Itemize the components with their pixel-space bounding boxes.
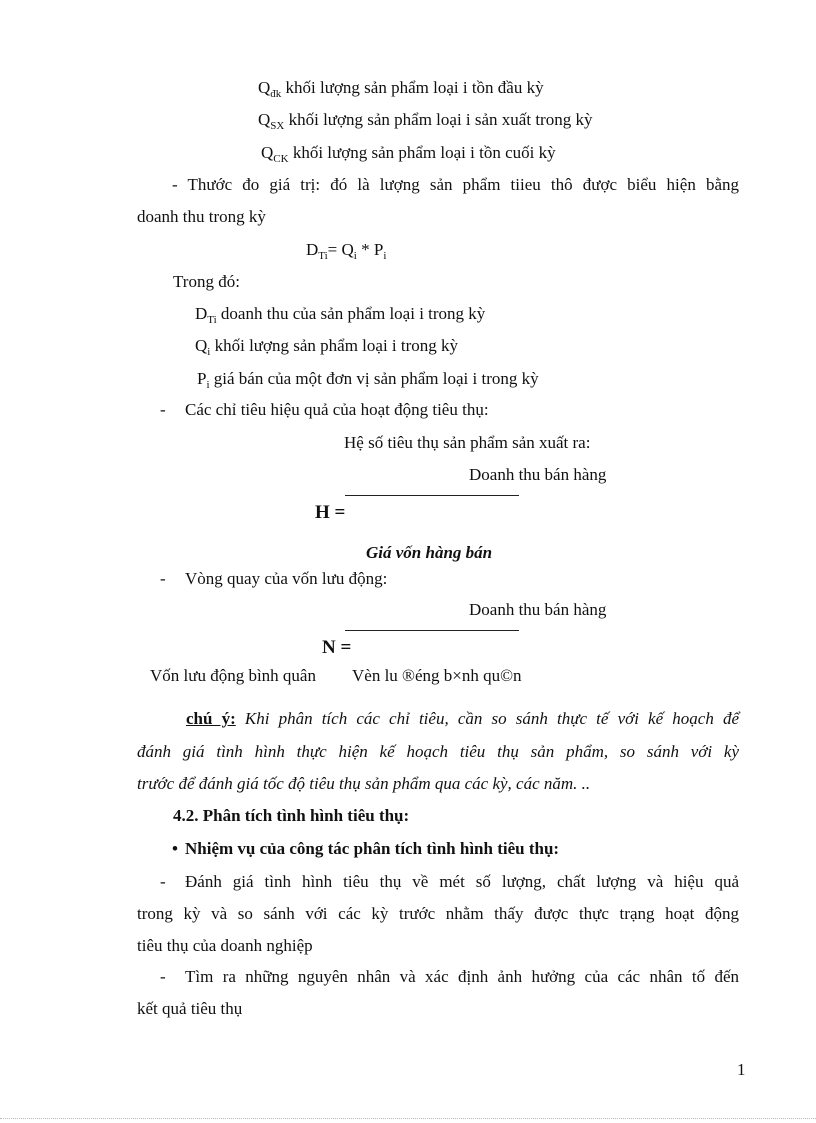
- turnover-dash: -: [160, 569, 166, 588]
- n-numerator: Doanh thu bán hàng: [469, 600, 607, 619]
- definition-text: khối lượng sản phẩm loại i sản xuất trong kỳ: [284, 110, 593, 129]
- page-bottom-divider: [0, 1118, 816, 1119]
- formula-p-sub: i: [383, 250, 387, 262]
- h-fraction-bar: [345, 495, 519, 496]
- where-label: Trong đó:: [173, 272, 240, 291]
- formula-lhs-sub: Ti: [318, 250, 328, 262]
- formula-revenue: [306, 240, 386, 260]
- page-number: 1: [737, 1060, 746, 1079]
- symbol: Q: [258, 110, 271, 129]
- symbol: Q: [195, 336, 208, 355]
- coefficient-title: Hệ số tiêu thụ sản phẩm sản xuất ra:: [344, 433, 591, 452]
- subscript: i: [207, 346, 211, 358]
- def-q-i: [195, 336, 458, 356]
- task1-line3: tiêu thụ của doanh nghiệp: [137, 936, 313, 955]
- h-lhs: H =: [315, 502, 346, 523]
- note-label: chú ý:: [186, 709, 236, 728]
- n-fraction-bar: [345, 630, 519, 631]
- def-q-dk: [258, 78, 544, 98]
- n-lhs: N =: [322, 637, 352, 658]
- definition-text: khối lượng sản phẩm loại i trong kỳ: [210, 336, 459, 355]
- section-heading: 4.2. Phân tích tình hình tiêu thụ:: [173, 806, 410, 825]
- def-q-ck: [261, 143, 556, 163]
- definition-text: khối lượng sản phẩm loại i tồn đầu kỳ: [281, 78, 544, 97]
- subscript: Ti: [207, 314, 217, 326]
- task2-line2: kết quả tiêu thụ: [137, 999, 243, 1018]
- formula-eq: = Q: [327, 240, 354, 259]
- value-measure-line2: doanh thu trong kỳ: [137, 207, 266, 226]
- formula-q-sub: i: [353, 250, 357, 262]
- task2-line1: Tìm ra những nguyên nhân và xác định ảnh hưởng của các nhân tố đến: [185, 967, 739, 986]
- task1-dash: -: [160, 872, 166, 891]
- def-d-ti: [195, 304, 485, 324]
- section-subheading: Nhiệm vụ của công tác phân tích tình hình tiêu thụ:: [185, 839, 560, 858]
- note-line1: [186, 709, 739, 729]
- formula-times: * P: [356, 240, 384, 259]
- h-numerator: Doanh thu bán hàng: [469, 465, 607, 484]
- task1-line1: Đánh giá tình hình tiêu thụ về mét số lượng, chất lượng và hiệu quả: [185, 872, 739, 891]
- n-denominator: Vốn lưu động bình quân: [150, 666, 316, 685]
- efficiency-label: Các chỉ tiêu hiệu quả của hoạt động tiêu thụ:: [185, 400, 489, 419]
- subscript: CK: [273, 153, 289, 165]
- definition-text: giá bán của một đơn vị sản phẩm loại i trong kỳ: [209, 369, 539, 388]
- bullet-icon: •: [172, 839, 178, 858]
- turnover-label: Vòng quay của vốn lưu động:: [185, 569, 388, 588]
- task2-dash: -: [160, 967, 166, 986]
- def-p-i: [197, 369, 539, 389]
- definition-text: khối lượng sản phẩm loại i tồn cuối kỳ: [288, 143, 556, 162]
- symbol: D: [195, 304, 208, 323]
- n-denominator-garbled: Vèn lu ®éng b×nh qu©n: [352, 666, 522, 685]
- symbol: P: [197, 369, 207, 388]
- def-q-sx: [258, 110, 592, 130]
- subscript: đk: [270, 88, 282, 100]
- subscript: i: [206, 379, 210, 391]
- symbol: Q: [258, 78, 271, 97]
- value-measure-line1: - Thước đo giá trị: đó là lượng sản phẩm tiieu thô được biểu hiện bằng: [172, 175, 739, 194]
- efficiency-dash: -: [160, 400, 166, 419]
- note-text-1: Khi phân tích các chỉ tiêu, cần so sánh thực tế với kế hoạch để: [235, 709, 739, 728]
- note-line2: đánh giá tình hình thực hiện kế hoạch tiêu thụ sản phẩm, so sánh với kỳ: [137, 742, 739, 761]
- note-line3: trước để đánh giá tốc độ tiêu thụ sản phẩm qua các kỳ, các năm. ..: [137, 774, 591, 793]
- definition-text: doanh thu của sản phẩm loại i trong kỳ: [216, 304, 486, 323]
- subscript: SX: [270, 120, 285, 132]
- h-denominator: Giá vốn hàng bán: [366, 543, 493, 562]
- task1-line2: trong kỳ và so sánh với các kỳ trước nhằm thấy được thực trạng hoạt động: [137, 904, 739, 923]
- formula-lhs: D: [306, 240, 319, 259]
- symbol: Q: [261, 143, 274, 162]
